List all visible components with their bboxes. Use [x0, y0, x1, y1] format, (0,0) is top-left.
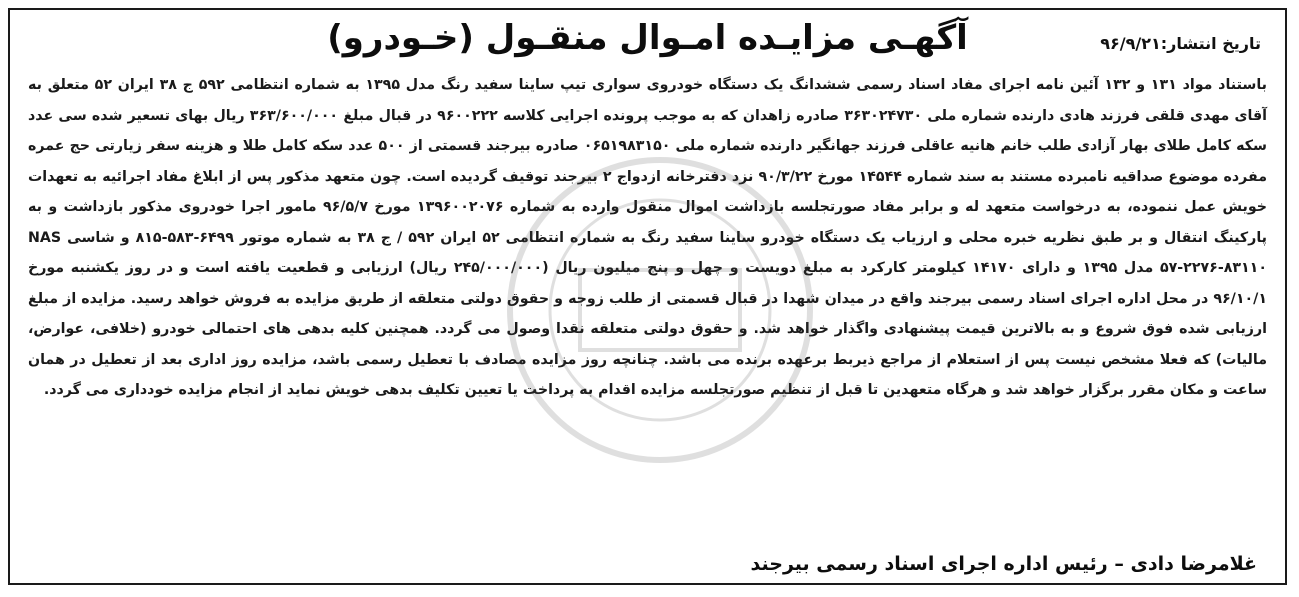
signature-line: غلامرضا دادی – رئیس اداره اجرای اسناد رسمی بیرجند — [750, 553, 1257, 575]
auction-notice — [8, 8, 1287, 585]
notice-body: باستناد مواد ۱۳۱ و ۱۳۲ آئین نامه اجرای مفاد اسناد رسمی ششدانگ یک دستگاه خودروی سواری تیپ ساینا سفید رنگ مدل ۱۳۹۵ به شماره انتظامی ۵۹۲ ج ۳۸ ایران ۵۲ متعلق به آقای مهدی قلقی فرزند هادی دارنده شماره ملی ۳۶۳۰۲۴۷۳۰ صادره زاهدان که به موجب پرونده اجرایی کلاسه ۹۶۰۰۲۲۲ در قبال مبلغ ۳۶۳/۶۰۰/۰۰۰ ریال بهای تسعیر شده سی عدد سکه کامل طلای بهار آزادی طلب خانم هانیه عاقلی فرزند جهانگیر دارنده شماره ملی ۰۶۵۱۹۸۳۱۵۰ صادره بیرجند قسمتی از ۵۰۰ عدد سکه کامل طلا و هزینه سفر زیارتی حج عمره مفرده موضوع صداقیه نامبرده مستند به سند شماره ۱۴۵۴۴ مورخ ۹۰/۳/۲۲ نزد دفترخانه ازدواج ۲ بیرجند توقیف گردیده است. چون متعهد مذکور پس از ابلاغ مفاد اجرائیه به تعهدات خویش عمل ننموده، به درخواست متعهد له و برابر مفاد صورتجلسه بازداشت اموال منقول وارده به شماره ۱۳۹۶۰۰۲۰۷۶ مورخ ۹۶/۵/۷ مامور اجرا خودروی مذکور بازداشت و به پارکینگ انتقال و بر طبق نظریه خبره محلی و ارزیاب یک دستگاه خودرو ساینا سفید رنگ به شماره انتظامی ۵۲ ایران ۵۹۲ / ج ۳۸ به شماره موتور ۶۴۹۹-۵۸۳-۸۱۵ و شاسی NAS ۵۷-۲۲۷۶-۸۳۱۱۰ مدل ۱۳۹۵ و دارای ۱۴۱۷۰ کیلومتر کارکرد به مبلغ دویست و چهل و پنج میلیون ریال (۲۴۵/۰۰۰/۰۰۰ ریال) ارزیابی و قطعیت یافته است و در روز یکشنبه مورخ ۹۶/۱۰/۱ در محل اداره اجرای اسناد رسمی بیرجند واقع در میدان شهدا در قبال قسمتی از طلب زوجه و حقوق دولتی متعلقه از طریق مزایده به فروش خواهد رسید. مزایده از مبلغ ارزیابی شده فوق شروع و به بالاترین قیمت پیشنهادی واگذار خواهد شد. و حقوق دولتی متعلقه نقدا وصول می گردد. همچنین کلیه بدهی های احتمالی خودرو (خلافی، عوارض، مالیات) که فعلا مشخص نیست پس از استعلام از مراجع ذیربط برعهده برنده می باشد. چنانچه روز مزایده مصادف با تعطیل رسمی باشد، مزایده روز اداری بعد از تعطیل در همان ساعت و مکان مقرر برگزار خواهد شد و هرگاه متعهدین تا قبل از تنظیم صورتجلسه مزایده اقدام به پرداخت یا تعیین تکلیف بدهی خویش نماید از انجام مزایده خودداری می گردد. — [28, 77, 1267, 398]
notice-header — [28, 16, 1267, 68]
publication-date: تاریخ انتشار:۹۶/۹/۲۱ — [1100, 34, 1261, 53]
notice-title: آگهـی مزایـده امـوال منقـول (خـودرو) — [327, 18, 968, 58]
